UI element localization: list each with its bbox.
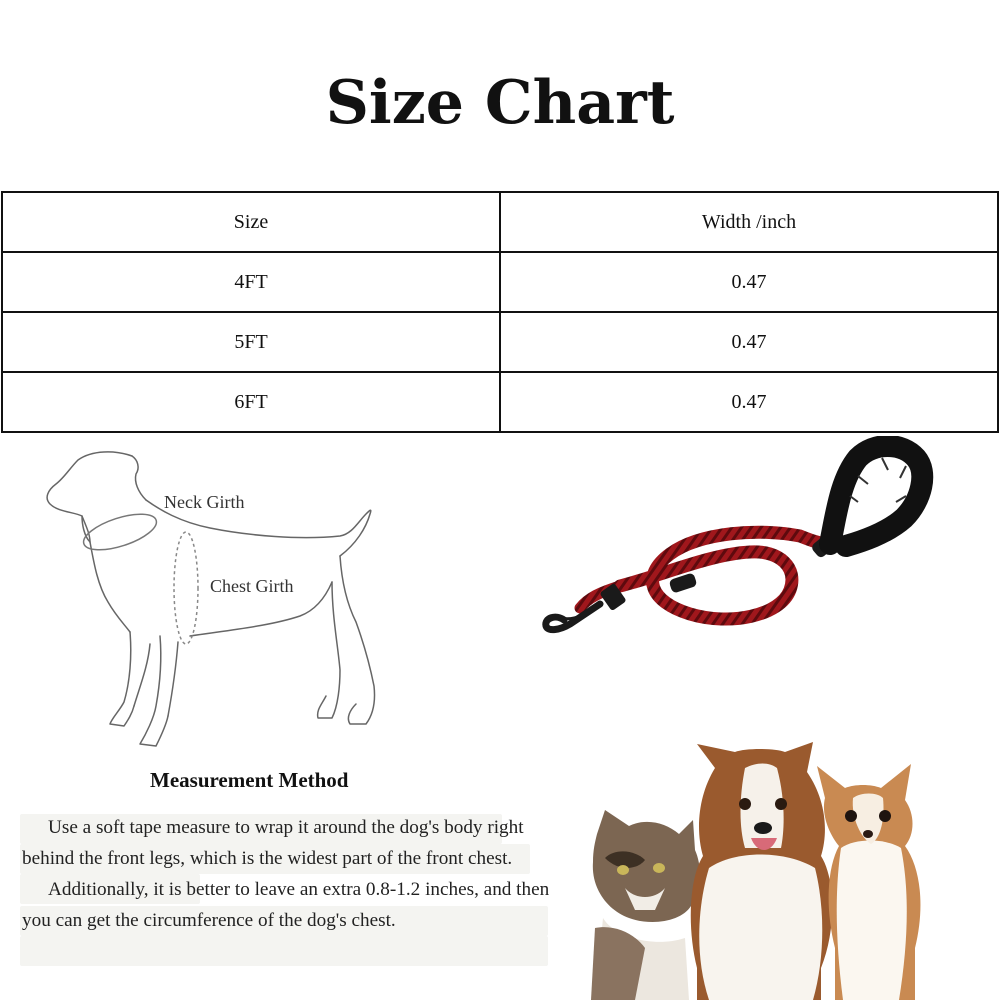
pets-photo: [585, 738, 930, 1000]
measurement-text: [22, 812, 552, 936]
cell-width: 0.47: [500, 372, 998, 432]
cell-size: 5FT: [2, 312, 500, 372]
cell-size: 6FT: [2, 372, 500, 432]
dog-measurement-diagram: [20, 446, 445, 768]
neck-girth-ring: [80, 507, 161, 557]
chest-girth-ring: [174, 532, 198, 644]
leash-icon: [540, 436, 940, 656]
paragraph-1-text: Use a soft tape measure to wrap it around the dog's body right behind the front legs, which is the widest part of the front chest.: [22, 817, 524, 869]
cell-width: 0.47: [500, 252, 998, 312]
measurement-title: Measurement Method: [150, 768, 349, 792]
collie-figure: [691, 742, 833, 1000]
measurement-paragraph-2: [22, 874, 552, 936]
table-header-row: [2, 192, 998, 252]
size-table: [1, 191, 999, 433]
page-title: Size Chart: [325, 68, 675, 138]
cell-width: 0.47: [500, 312, 998, 372]
chihuahua-figure: [817, 764, 920, 1000]
chest-girth-label: Chest Girth: [210, 576, 294, 596]
dog-outline-icon: [20, 446, 445, 768]
cell-size: 4FT: [2, 252, 500, 312]
neck-girth-label: Neck Girth: [164, 492, 245, 512]
table-row: [2, 312, 998, 372]
table-row: [2, 372, 998, 432]
paragraph-2-text: Additionally, it is better to leave an extra 0.8-1.2 inches, and then you can get the circumference of the dog's chest.: [22, 879, 550, 931]
cat-figure: [591, 810, 700, 1000]
header-size: Size: [2, 192, 500, 252]
header-width: Width /inch: [500, 192, 998, 252]
measurement-paragraph-1: [22, 812, 552, 874]
table-row: [2, 252, 998, 312]
text-highlight: [20, 936, 548, 966]
